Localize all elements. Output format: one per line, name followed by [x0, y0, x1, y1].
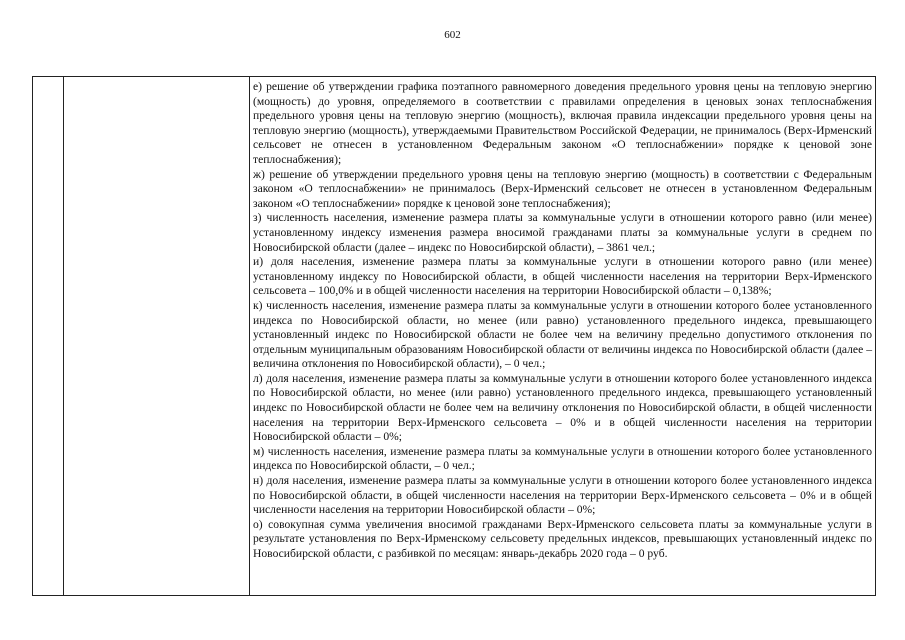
paragraph-l: л) доля населения, изменение размера платы за коммунальные услуги в отношении которого более установленного индекса по Новосибирской области, но менее (или равно) установленного предельного индекса, превышающего установленный индекс по Новосибирской области не более чем на величину отклонения по Новосибирской области, в общей численности населения на территории Верх-Ирменского сельсовета – 0% и в общей численности населения на территории Новосибирской области – 0%;: [253, 371, 872, 444]
paragraph-k: к) численность населения, изменение размера платы за коммунальные услуги в отношении которого более установленного индекса по Новосибирской области, но менее (или равно) установленного предельного индекса, превышающего установленный индекс по Новосибирской области не более чем на величину предельно допустимого отклонения по отдельным муниципальным образованиям Новосибирской области от величины индекса по Новосибирской области (далее – величина отклонения по Новосибирской области), – 0 чел.;: [253, 298, 872, 371]
paragraph-m: м) численность населения, изменение размера платы за коммунальные услуги в отношении которого более установленного индекса по Новосибирской области, – 0 чел.;: [253, 444, 872, 473]
table-column-name: [64, 77, 250, 595]
paragraph-i: и) доля населения, изменение размера платы за коммунальные услуги в отношении которого равно (или менее) установленному индексу по Новосибирской области, в общей численности населения на территории Верх-Ирменского сельсовета – 100,0% и в общей численности населения на территории Новосибирской области – 0,138%;: [253, 255, 872, 298]
document-table: [32, 76, 876, 596]
paragraph-e: е) решение об утверждении графика поэтапного равномерного доведения предельного уровня цены на тепловую энергию (мощность) до уровня, определяемого в соответствии с правилами определения в ценовых зонах теплоснабжения предельного уровня цены на тепловую энергию (мощность), включая правила индексации предельного уровня цены на тепловую энергию (мощность), утверждаемыми Правительством Российской Федерации, не принималось (Верх-Ирменский сельсовет не отнесен в установленном Федеральным законом «О теплоснабжении» порядке к ценовой зоне теплоснабжения);: [253, 80, 872, 166]
page-number: 602: [444, 29, 461, 41]
paragraph-zh: ж) решение об утверждении предельного уровня цены на тепловую энергию (мощность) в соответствии с Федеральным законом «О теплоснабжении» не принималось (Верх-Ирменский сельсовет не отнесен в установленном Федеральным законом «О теплоснабжении» порядке к ценовой зоне теплоснабжения);: [253, 167, 872, 210]
paragraph-z: з) численность населения, изменение размера платы за коммунальные услуги в отношении которого равно (или менее) установленному индексу изменения размера вносимой гражданами платы за коммунальные услуги в среднем по Новосибирской области (далее – индекс по Новосибирской области), – 3861 чел.;: [253, 211, 872, 254]
paragraph-o: о) совокупная сумма увеличения вносимой гражданами Верх-Ирменского сельсовета платы за коммунальные услуги в результате установления по Верх-Ирменскому сельсовету предельных индексов, превышающих установленный индекс по Новосибирской области, с разбивкой по месяцам: январь-декабрь 2020 года – 0 руб.: [253, 517, 872, 560]
table-column-content: [250, 77, 875, 595]
paragraph-n: н) доля населения, изменение размера платы за коммунальные услуги в отношении которого более установленного индекса по Новосибирской области, в общей численности населения на территории Верх-Ирменского сельсовета – 0% и в общей численности населения на территории Новосибирской области – 0%;: [253, 474, 872, 517]
table-column-number: [33, 77, 64, 595]
